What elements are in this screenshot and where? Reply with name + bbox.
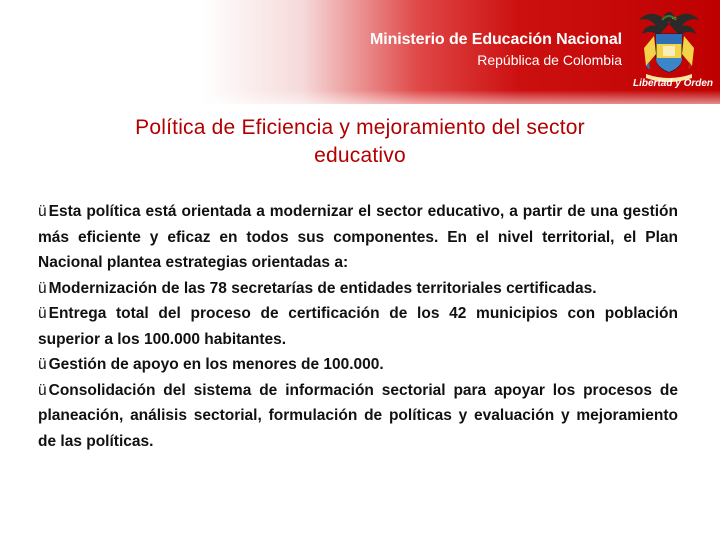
page-title: [60, 114, 660, 170]
list-item: ü Modernización de las 78 secretarías de entidades territoriales certificadas.: [38, 279, 597, 297]
ministry-name: Ministerio de Educación Nacional: [370, 31, 622, 48]
header-fade: [0, 90, 720, 104]
title-line-1: Política de Eficiencia y mejoramiento del sector: [135, 116, 585, 139]
content-body: [38, 199, 678, 454]
checkmark-icon: ü: [38, 279, 47, 297]
checkmark-icon: ü: [38, 203, 47, 220]
list-item: ü Esta política está orientada a modernizar el sector educativo, a partir de una gestión más eficiente y eficaz en todos sus componentes. En el nivel territorial, el Plan Nacional plantea estrategias orientadas a:: [38, 203, 678, 271]
checkmark-icon: ü: [38, 305, 47, 322]
list-item: ü Entrega total del proceso de certificación de los 42 municipios con población superior a los 100.000 habitantes.: [38, 305, 678, 348]
checkmark-icon: ü: [38, 381, 47, 399]
checkmark-icon: ü: [38, 356, 47, 373]
motto-text: Libertad y Orden: [633, 78, 714, 89]
title-line-2: educativo: [314, 144, 406, 167]
list-item: ü Gestión de apoyo en los menores de 100.000.: [38, 356, 384, 373]
list-item: ü Consolidación del sistema de información sectorial para apoyar los procesos de planeación, análisis sectorial, formulación de políticas y evaluación y mejoramiento de las políticas.: [38, 381, 678, 450]
republic-name: República de Colombia: [477, 52, 622, 68]
